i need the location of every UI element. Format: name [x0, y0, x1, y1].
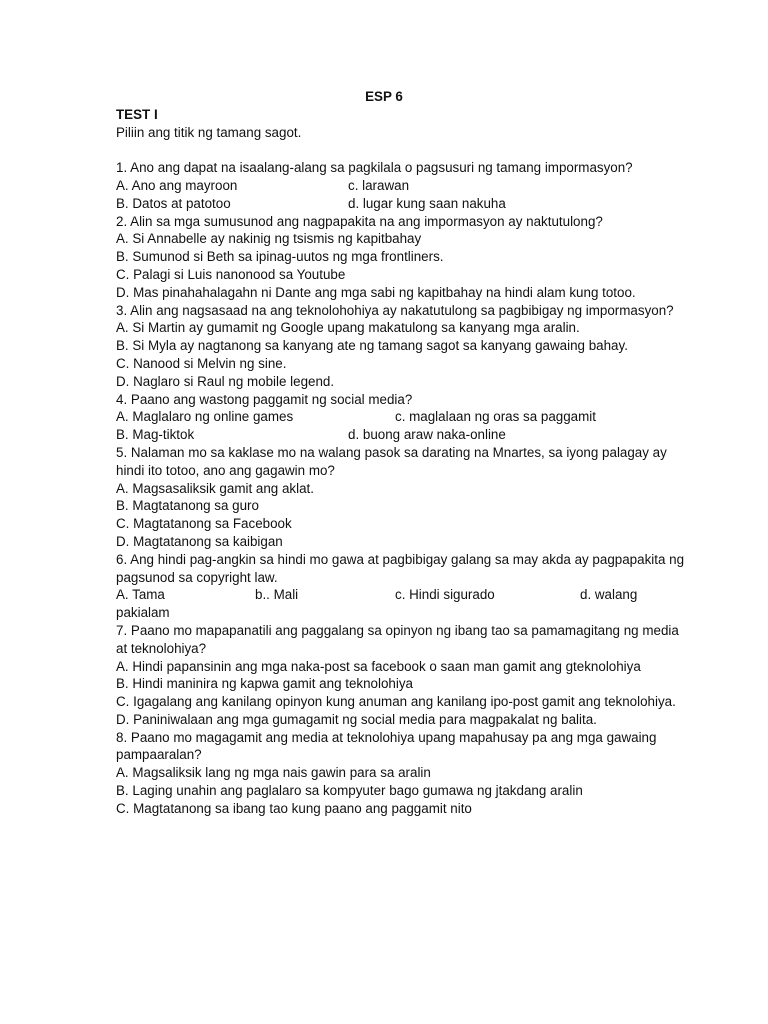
- question-3-prompt: 3. Alin ang nagsasaad na ang teknolohohiya ay nakatutulong sa pagbibigay ng impormasyon?: [116, 302, 674, 318]
- question-1-choices-row-2: [116, 195, 688, 213]
- choice-5c: C. Magtatanong sa Facebook: [116, 516, 292, 532]
- choice-3a: A. Si Martin ay gumamit ng Google upang makatulong sa kanyang mga aralin.: [116, 320, 580, 336]
- question-5-prompt: 5. Nalaman mo sa kaklase mo na walang pasok sa darating na Mnartes, sa iyong palagay ay hindi ito totoo, ano ang gagawin mo?: [116, 444, 667, 478]
- choice-8b: B. Laging unahin ang paglalaro sa kompyuter bago gumawa ng jtakdang aralin: [116, 783, 583, 799]
- choice-2a: A. Si Annabelle ay nakinig ng tsismis ng kapitbahay: [116, 231, 422, 247]
- question-1-choices-row-1: [116, 177, 688, 195]
- question-8-prompt: 8. Paano mo magagamit ang media at teknolohiya upang mapahusay pa ang mga gawaing pampaaralan?: [116, 729, 657, 763]
- choice-5b: B. Magtatanong sa guro: [116, 498, 259, 514]
- question-4-choices-row-2: [116, 426, 688, 444]
- choice-4b: B. Mag-tiktok: [116, 427, 195, 443]
- choice-7b: B. Hindi maninira ng kapwa gamit ang teknolohiya: [116, 676, 413, 692]
- choice-6c: c. Hindi sigurado: [395, 587, 495, 603]
- choice-6a: A. Tama: [116, 587, 165, 603]
- choice-8a: A. Magsaliksik lang ng mga nais gawin para sa aralin: [116, 765, 431, 781]
- question-6-prompt: 6. Ang hindi pag-angkin sa hindi mo gawa at pagbibigay galang sa may akda ay pagpapakita ng pagsunod sa copyright law.: [116, 551, 685, 585]
- choice-3c: C. Nanood si Melvin ng sine.: [116, 355, 287, 371]
- question-6-choices-row: [116, 586, 688, 604]
- choice-5a: A. Magsasaliksik gamit ang aklat.: [116, 480, 314, 496]
- question-7-prompt: 7. Paano mo mapapanatili ang paggalang sa opinyon ng ibang tao sa pamamagitang ng media at teknolohiya?: [116, 622, 679, 656]
- choice-3b: B. Si Myla ay nagtanong sa kanyang ate ng tamang sagot sa kanyang gawaing bahay.: [116, 338, 628, 354]
- spacer: [116, 141, 688, 159]
- question-4-choices-row-1: [116, 408, 688, 426]
- choice-8c: C. Magtatanong sa ibang tao kung paano ang paggamit nito: [116, 800, 472, 816]
- choice-2d: D. Mas pinahahalagahn ni Dante ang mga sabi ng kapitbahay na hindi alam kung totoo.: [116, 284, 636, 300]
- choice-1b: B. Datos at patotoo: [116, 195, 231, 211]
- choice-6b: b.. Mali: [255, 587, 299, 603]
- choice-7c: C. Igagalang ang kanilang opinyon kung anuman ang kanilang ipo-post gamit ang teknolohiya.: [116, 694, 676, 710]
- question-1-prompt: 1. Ano ang dapat na isaalang-alang sa pagkilala o pagsusuri ng tamang impormasyon?: [116, 160, 633, 176]
- choice-4a: A. Maglalaro ng online games: [116, 409, 294, 425]
- choice-2b: B. Sumunod si Beth sa ipinag-uutos ng mga frontliners.: [116, 249, 444, 265]
- choice-4d: d. buong araw naka-online: [348, 427, 506, 443]
- test-label: TEST I: [116, 106, 158, 122]
- choice-1d: d. lugar kung saan nakuha: [348, 195, 506, 211]
- choice-7d: D. Paniniwalaan ang mga gumagamit ng social media para magpakalat ng balita.: [116, 711, 597, 727]
- choice-4c: c. maglalaan ng oras sa paggamit: [395, 409, 596, 425]
- question-2-prompt: 2. Alin sa mga sumusunod ang nagpapakita na ang impormasyon ay naktutulong?: [116, 213, 603, 229]
- question-4-prompt: 4. Paano ang wastong paggamit ng social media?: [116, 391, 413, 407]
- choice-1c: c. larawan: [348, 177, 410, 193]
- choice-1a: A. Ano ang mayroon: [116, 177, 238, 193]
- choice-7a: A. Hindi papansinin ang mga naka-post sa facebook o saan man gamit ang gteknolohiya: [116, 658, 641, 674]
- instructions: Piliin ang titik ng tamang sagot.: [116, 124, 302, 140]
- choice-6d: d. walang: [580, 587, 638, 603]
- choice-2c: C. Palagi si Luis nanonood sa Youtube: [116, 266, 346, 282]
- choice-6d-continued: pakialam: [116, 605, 170, 621]
- document-title: ESP 6: [365, 89, 403, 104]
- choice-3d: D. Naglaro si Raul ng mobile legend.: [116, 373, 335, 389]
- choice-5d: D. Magtatanong sa kaibigan: [116, 533, 283, 549]
